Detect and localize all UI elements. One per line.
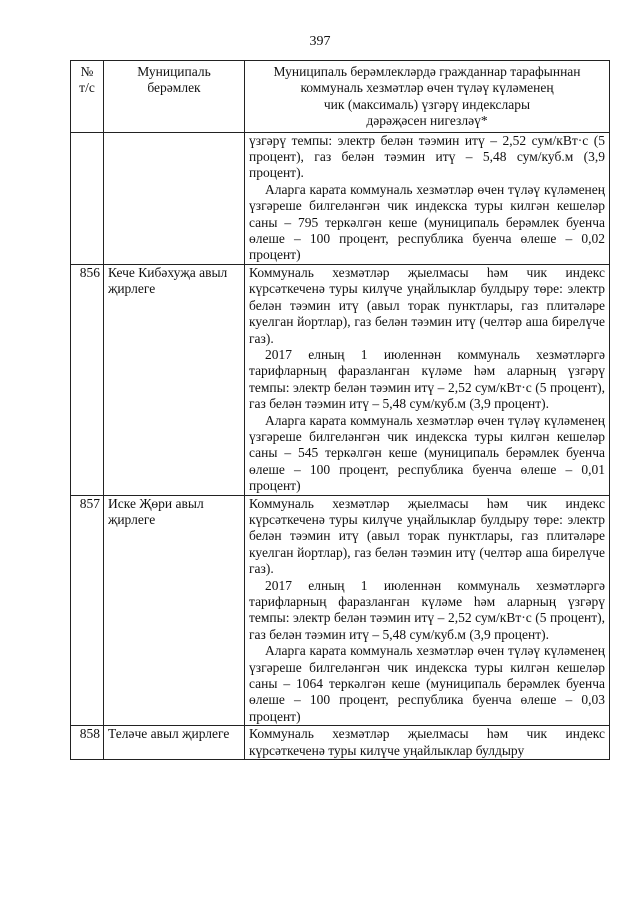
description-paragraph: Аларга карата коммуналь хезмәтләр өчен түләү күләменең үзгәреше билгеләнгән чик индекска туры килгән кешеләр саны – 545 теркәлгән кеше (муниципаль берәмлек буенча өлеше – 100 процент, республика буенча өлеше – 0,01 процент) [249,412,605,494]
row-number [71,132,104,264]
row-municipality-name: Кече Кибәхуҗа авыл җирлеге [104,264,245,495]
header-municipality [104,61,245,133]
description-paragraph: үзгәрү темпы: электр белән тәэмин итү – 2,52 сум/кВт·с (5 процент), газ белән тәэмин итү – 5,48 сум/куб.м (3,9 процент). [249,132,605,181]
table-row [71,132,610,264]
description-paragraph: Аларга карата коммуналь хезмәтләр өчен түләү күләменең үзгәреше билгеләнгән чик индекска туры килгән кешеләр саны – 1064 теркәлгән кеше (муниципаль берәмлек буенча өлеше – 100 процент, республика буенча өлеше – 0,03 процент) [249,643,605,724]
row-number: 857 [71,495,104,726]
row-municipality-name: Иске Җөри авыл җирлеге [104,495,245,726]
header-municipality-line: берәмлек [147,80,201,96]
row-description [245,726,610,760]
header-description-line: чик (максималь) үзгәрү индекслары [323,96,531,112]
page-number: 397 [309,34,331,49]
header-number [71,61,104,133]
row-description [245,495,610,726]
table-row [71,495,610,726]
tariff-table [70,60,610,760]
row-description [245,132,610,264]
table-body [71,132,610,759]
header-description-line: дәрәҗәсен нигезләү* [366,113,488,129]
header-number-line: № [80,64,94,79]
description-paragraph: 2017 елның 1 июленнән коммуналь хезмәтләргә тарифларның фаразланган күләме һәм аларның үзгәрү темпы: электр белән тәэмин итү – 2,52 сум/кВт·с (5 процент), газ белән тәэмин итү – 5,48 сум/куб.м (3,9 процент). [249,346,605,412]
header-description [245,61,610,133]
description-paragraph: Коммуналь хезмәтләр җыелмасы һәм чик индекс күрсәткеченә туры килүче уңайлыклар булдыру [249,726,605,758]
row-municipality-name: Теләче авыл җирлеге [104,726,245,760]
row-number: 856 [71,264,104,495]
description-paragraph: Коммуналь хезмәтләр җыелмасы һәм чик индекс күрсәткеченә туры килүче уңайлыклар булдыру төре: электр белән тәэмин итү (авыл торак пунктлары, газ плитәләре куелган йортлар), газ белән тәэмин итү (челтәр аша бирелүче газ). [249,264,605,346]
description-paragraph: Коммуналь хезмәтләр җыелмасы һәм чик индекс күрсәткеченә туры килүче уңайлыклар булдыру төре: электр белән тәэмин итү (авыл торак пунктлары, газ плитәләре куелган йортлар), газ белән тәэмин итү (челтәр аша бирелүче газ). [249,495,605,577]
table-header-row [71,61,610,133]
header-description-line: коммуналь хезмәтләр өчен түләү күләменең [300,80,554,96]
row-number: 858 [71,726,104,760]
description-paragraph: Аларга карата коммуналь хезмәтләр өчен түләү күләменең үзгәреше билгеләнгән чик индекска туры килгән кешеләр саны – 795 теркәлгән кеше (муниципаль берәмлек буенча өлеше – 100 процент, республика буенча өлеше – 0,02 процент) [249,181,605,263]
description-paragraph: 2017 елның 1 июленнән коммуналь хезмәтләргә тарифларның фаразланган күләме һәм аларның үзгәрү темпы: электр белән тәэмин итү – 2,52 сум/кВт·с (5 процент), газ белән тәэмин итү – 5,48 сум/куб.м (3,9 процент). [249,577,605,642]
table-row [71,726,610,760]
row-municipality-name [104,132,245,264]
table-row [71,264,610,495]
row-description [245,264,610,495]
header-municipality-line: Муниципаль [137,64,211,79]
header-number-line: т/с [79,80,95,96]
header-description-line: Муниципаль берәмлекләрдә гражданнар тарафыннан [273,64,581,79]
